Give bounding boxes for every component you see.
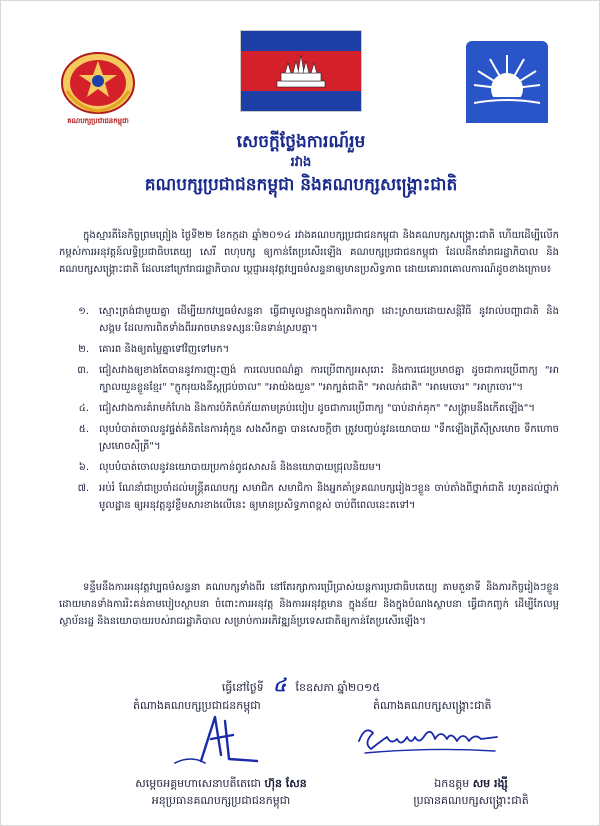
right-party-representative-label: តំណាងគណបក្សសង្គ្រោះជាតិ (373, 699, 492, 712)
list-item (59, 303, 559, 337)
right-signer-role: ប្រធានគណបក្សសង្គ្រោះជាតិ (413, 794, 529, 807)
list-item-text: ស្មោះត្រង់ជាមួយគ្នា ដើម្បីយកវប្បធម៌សន្ទនា ធ្វើជាមូលដ្ឋានក្នុងការពិភាក្សា ដោះស្រាយដោយសន្តិវិធី នូវរាល់បញ្ហាជាតិ និងសង្គម ដែលការពិតទាំងពីរអាចមានទស្សនៈមិនទាន់ស្របគ្នា។ (99, 306, 559, 334)
date-prefix: ធ្វើនៅថ្ងៃទី (221, 681, 264, 694)
intro-paragraph (59, 227, 559, 278)
list-item-text: អប់រំ ណែនាំជាប្រចាំដល់មន្ត្រីគណបក្ស សមាជិក សមាជិកា និងអ្នកគាំទ្រគណបក្សរៀងៗខ្លួន ចាប់តាំងពីថ្នាក់ជាតិ រហូតដល់ថ្នាក់មូលដ្ឋាន ឲ្យអនុវត្តនូវខ្លឹមសារខាងលើនេះ ឲ្យមានប្រសិទ្ធភាពខ្ពស់ ចាប់ពីពេលនេះតទៅ។ (99, 483, 559, 511)
document-title (1, 131, 600, 197)
list-item-number: ១. (78, 306, 89, 317)
list-item (59, 459, 559, 476)
list-item (59, 362, 559, 396)
cnrp-sun-icon (466, 41, 548, 123)
left-signer-role: អនុប្រធានគណបក្សប្រជាជនកម្ពុជា (151, 794, 291, 807)
list-item-number: ២. (78, 344, 89, 355)
closing-paragraph (59, 579, 559, 630)
left-signer-name: ហ៊ុន សែន (264, 777, 307, 790)
list-item-number: ៣. (77, 365, 89, 376)
right-signer-title: ឯកឧត្ដម (434, 777, 470, 790)
title-parties: គណបក្សប្រជាជនកម្ពុជា និងគណបក្សសង្គ្រោះជាតិ (144, 175, 458, 195)
list-item-number: ៥. (78, 424, 89, 435)
list-item-number: ៦. (78, 462, 89, 473)
list-item-text: លុបបំបាត់ចោលនូវនយោបាយប្រកាន់ពូជសាសន៍ និងនយោបាយជ្រុលនិយម។ (99, 462, 382, 473)
list-item-text: លុបបំបាត់ចោលនូវផ្ទត់គំនិតនៃការគុំកួន សងសឹកគ្នា បានសេចក្ដីថា ត្រូវបញ្ចប់នូវនយោបាយ "ទឹកឡើងត្រីស៊ីស្រមោច ទឹកហោចស្រមោចស៊ីត្រី"។ (99, 424, 559, 452)
left-party-representative-label: តំណាងគណបក្សប្រជាជនកម្ពុជា (133, 699, 261, 712)
right-signature (351, 719, 501, 759)
date-suffix: ខែឧសភា ឆ្នាំ២០១៥ (295, 681, 381, 694)
right-signer-name: សម រង្ស៊ី (472, 777, 508, 790)
left-signer-title: សម្ដេចអគ្គមហាសេនាបតីតេជោ (135, 777, 261, 790)
list-item (59, 480, 559, 514)
list-item-text: ជៀសវាងការគំរាមកំហែង និងការបំភិតបំភ័យតាមគ្រប់របៀប ដូចជាការប្រើពាក្យ "បាប់ដាក់គុក" "សង្គ្រាមនឹងកើតឡើង"។ (99, 403, 535, 414)
cpp-emblem-icon (59, 51, 137, 123)
date-line (1, 675, 600, 696)
left-signature (171, 711, 261, 769)
left-signer-name-line (101, 775, 341, 792)
list-item-number: ៧. (77, 483, 89, 494)
list-item-text: ជៀសវាងឲ្យខាងតែបាននូវការញុះញង់ ការលេបពណ៌គ្នា ការប្រើពាក្យអសុរោះ និងការជេរប្រមាថគ្នា ដូចជាការប្រើពាក្យ "អាក្បាលយួនខ្លួនខ្មែរ" "ក្លូករុយងនីស្តជ្រប់ចាល" "អាយ៉ងយួន" "អាក្បត់ជាតិ" "អាលក់ជាតិ" "អាមេចោរ" "អាក្រចោរ"។ (99, 365, 559, 393)
list-item (59, 341, 559, 358)
right-signer-name-line (371, 775, 571, 792)
title-main: សេចក្ដីថ្លែងការណ៍រួម (236, 132, 366, 152)
title-between: រវាង (290, 155, 312, 170)
intro-text: ក្នុងស្មារតីនៃកិច្ចព្រមព្រៀង ថ្ងៃទី២២ ខែកក្កដា ឆ្នាំ២០១៤ រវាងគណបក្សប្រជាជនកម្ពុជា និងគណបក្សសង្គ្រោះជាតិ ហើយដើម្បីលើកកម្ពស់ការអនុវត្តន៍លទ្ធិប្រជាធិបតេយ្យ សេរី ពហុបក្ស ឲ្យកាន់តែប្រសើរឡើង គណបក្សប្រជាជនកម្ពុជា ដែលដឹកនាំរាជរដ្ឋាភិបាល និងគណបក្សសង្គ្រោះជាតិ ដែលនៅក្រៅរាជរដ្ឋាភិបាល ប្ដេជ្ញាអនុវត្តវប្បធម៌សន្ទនាឲ្យមានប្រសិទ្ធភាព ដោយគោរពគោលការណ៍ដូចខាងក្រោម៖ (59, 230, 559, 275)
left-signer-block (101, 775, 341, 809)
date-day: ៤ (273, 675, 287, 696)
cpp-logo-caption: គណបក្សប្រជាជនកម្ពុជា (67, 117, 129, 125)
right-signer-block (371, 775, 571, 809)
list-item (59, 421, 559, 455)
principles-list (59, 303, 559, 518)
closing-text: ទន្ទឹមនឹងការអនុវត្តវប្បធម៌សន្ទនា គណបក្សទាំងពីរ នៅតែរក្សាការប្រើប្រាស់យន្តការប្រជាធិបតេយ្យ តាមតួនាទី និងភារកិច្ចរៀងៗខ្លួន ដោយមានទាំងការរិះគន់តាមបៀបស្ថាបនា ចំពោះការអនុវត្ត និងការអនុវត្តមាន ក្នុងន័យ និងក្នុងបំណងស្ថាបនា ធ្វើជាកញ្ចក់ ដើម្បីកែលម្អស្ថាប័នរដ្ឋ និងនយោបាយរបស់រាជរដ្ឋាភិបាល សម្រាប់ការអភិវឌ្ឍន៍ប្រទេសជាតិឲ្យកាន់តែប្រសើរឡើង។ (59, 582, 559, 627)
cambodia-flag-icon (241, 31, 361, 111)
list-item-number: ៤. (78, 403, 89, 414)
list-item-text: គោរព និងឲ្យតម្លៃគ្នាទៅវិញទៅមក។ (99, 344, 230, 355)
list-item (59, 400, 559, 417)
